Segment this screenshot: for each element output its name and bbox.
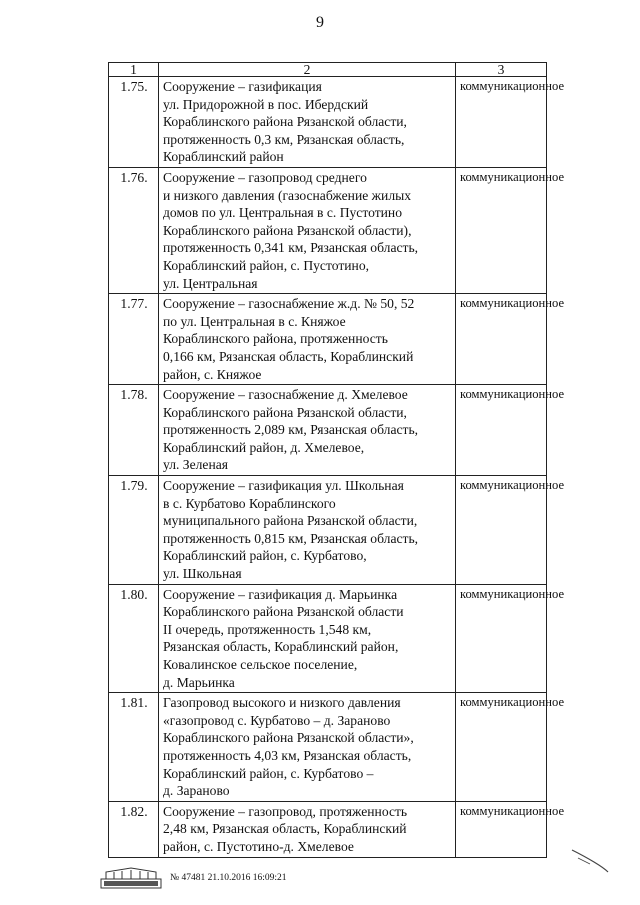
property-table bbox=[108, 62, 565, 858]
page-number: 9 bbox=[316, 14, 324, 31]
row-description: Сооружение – газопровод среднего и низкого давления (газоснабжение жилых домов по ул. Центральная в с. Пустотино Кораблинского района Рязанской области), протяженность 0,341 км, Рязанская область, Кораблинский район, с. Пустотино, ул. Центральная bbox=[159, 167, 456, 293]
row-type: коммуникационное bbox=[456, 167, 547, 293]
row-description: Сооружение – газификация ул. Придорожной в пос. Ибердский Кораблинского района Рязанской области, протяженность 0,3 км, Рязанская область, Кораблинский район bbox=[159, 77, 456, 168]
table-row bbox=[109, 77, 547, 168]
registry-stamp-icon bbox=[100, 867, 162, 889]
row-description: Газопровод высокого и низкого давления «газопровод с. Курбатово – д. Зараново Кораблинского района Рязанской области», протяженность 4,03 км, Рязанская область, Кораблинский район, с. Курбатово – д. Зараново bbox=[159, 693, 456, 802]
row-number: 1.75. bbox=[109, 77, 159, 168]
table-row bbox=[109, 167, 547, 293]
row-type: коммуникационное bbox=[456, 77, 547, 168]
row-description: Сооружение – газоснабжение д. Хмелевое Кораблинского района Рязанской области, протяженность 2,089 км, Рязанская область, Кораблинский район, д. Хмелевое, ул. Зеленая bbox=[159, 385, 456, 476]
row-number: 1.82. bbox=[109, 801, 159, 857]
row-description: Сооружение – газопровод, протяженность 2,48 км, Рязанская область, Кораблинский район, с. Пустотино-д. Хмелевое bbox=[159, 801, 456, 857]
document-number: № 47481 21.10.2016 16:09:21 bbox=[170, 873, 287, 883]
row-description: Сооружение – газификация ул. Школьная в с. Курбатово Кораблинского муниципального района Рязанской области, протяженность 0,815 км, Рязанская область, Кораблинский район, с. Курбатово, ул. Школьная bbox=[159, 476, 456, 585]
row-type: коммуникационное bbox=[456, 693, 547, 802]
column-header-1: 1 bbox=[109, 63, 159, 77]
row-type: коммуникационное bbox=[456, 385, 547, 476]
row-number: 1.77. bbox=[109, 294, 159, 385]
row-number: 1.81. bbox=[109, 693, 159, 802]
row-number: 1.79. bbox=[109, 476, 159, 585]
row-number: 1.80. bbox=[109, 584, 159, 693]
table-row bbox=[109, 385, 547, 476]
table-row bbox=[109, 584, 547, 693]
document-footer bbox=[100, 866, 286, 890]
row-number: 1.78. bbox=[109, 385, 159, 476]
row-description: Сооружение – газификация д. Марьинка Кораблинского района Рязанской области II очередь, протяженность 1,548 км, Рязанская область, Кораблинский район, Ковалинское сельское поселение, д. Марьинка bbox=[159, 584, 456, 693]
pen-mark-icon bbox=[570, 846, 610, 876]
row-type: коммуникационное bbox=[456, 476, 547, 585]
row-number: 1.76. bbox=[109, 167, 159, 293]
row-type: коммуникационное bbox=[456, 294, 547, 385]
row-type: коммуникационное bbox=[456, 584, 547, 693]
row-description: Сооружение – газоснабжение ж.д. № 50, 52 по ул. Центральная в с. Княжое Кораблинского района, протяженность 0,166 км, Рязанская область, Кораблинский район, с. Княжое bbox=[159, 294, 456, 385]
table-row bbox=[109, 476, 547, 585]
column-header-3: 3 bbox=[456, 63, 547, 77]
column-header-2: 2 bbox=[159, 63, 456, 77]
table-row bbox=[109, 801, 547, 857]
table-header-row bbox=[109, 63, 547, 77]
table-row bbox=[109, 693, 547, 802]
row-type: коммуникационное bbox=[456, 801, 547, 857]
table-row bbox=[109, 294, 547, 385]
